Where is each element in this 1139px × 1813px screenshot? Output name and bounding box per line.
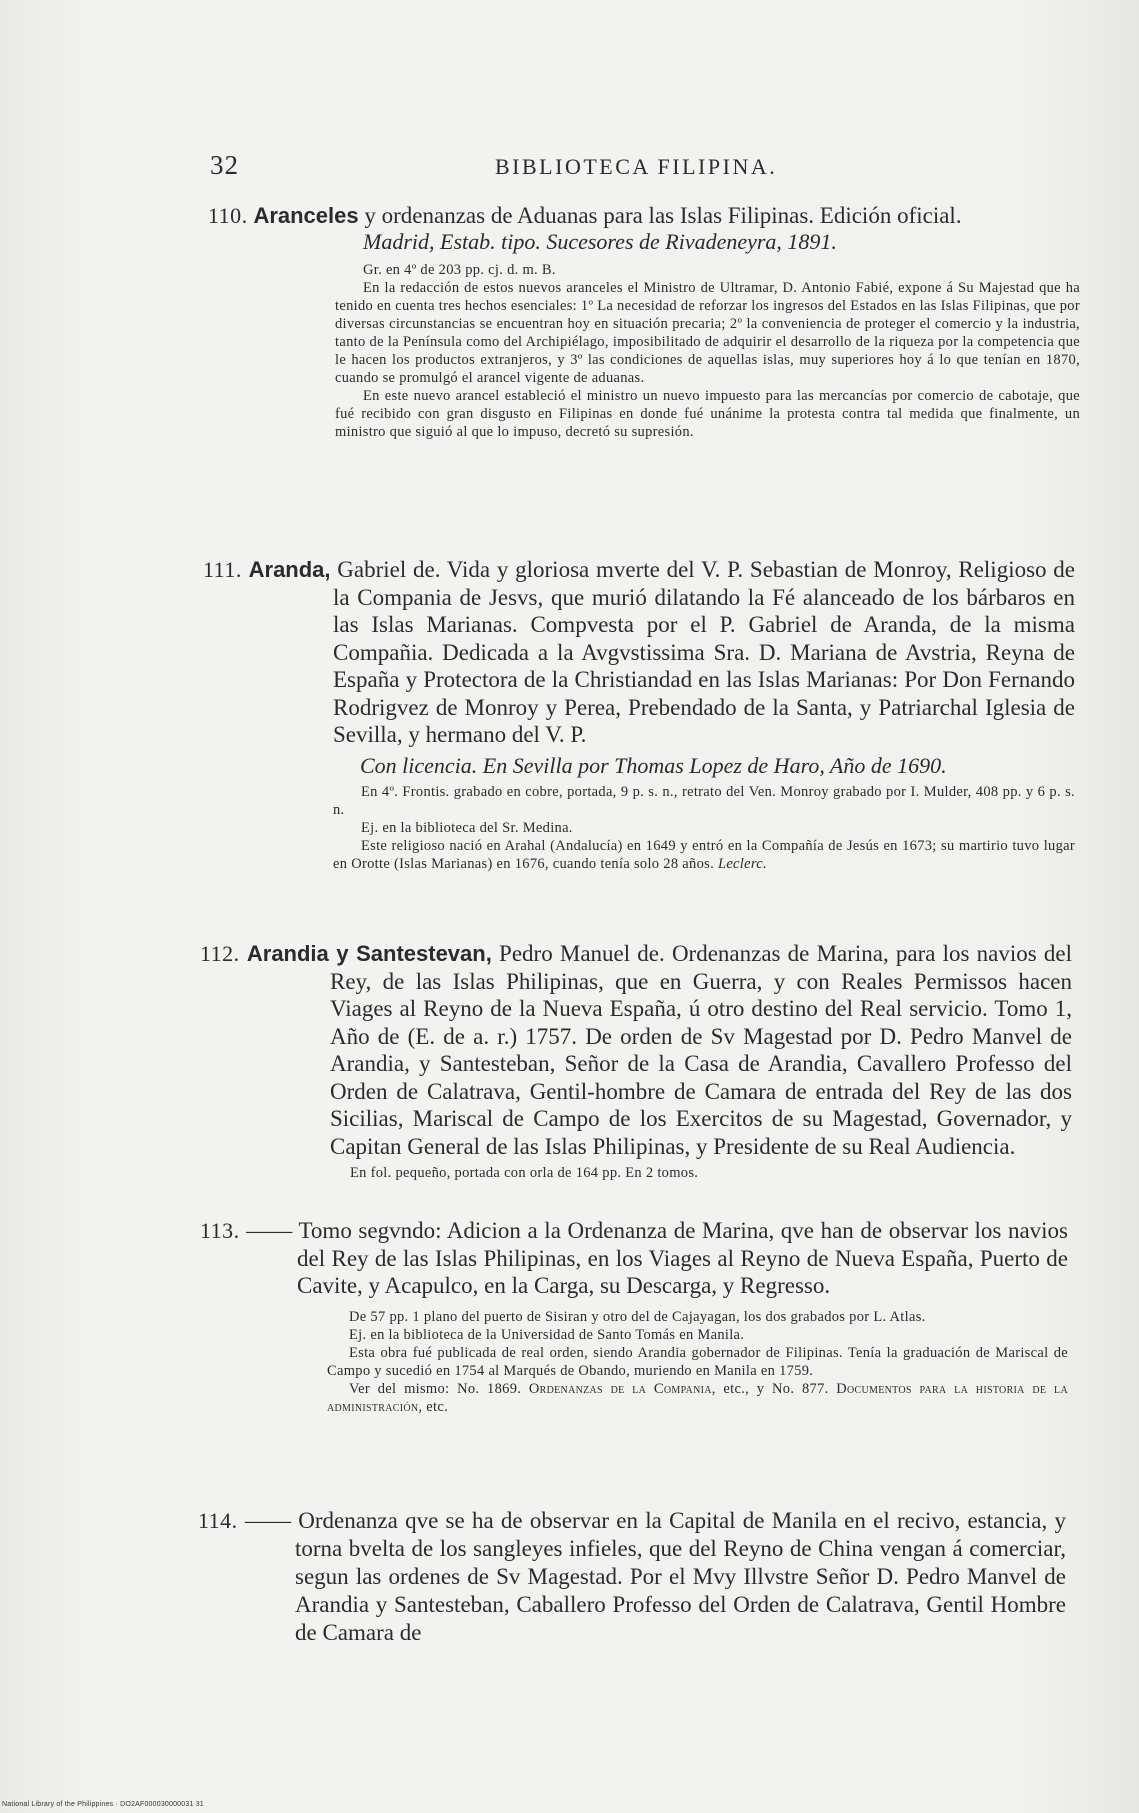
entry-title: Gabriel de. Vida y gloriosa mverte del V. P. Sebastian de Monroy, Religioso de la Compania de Jesvs, que murió dilatando la Fé alanceado de los bárbaros en las Islas Marianas. Compvesta por el P. Gabriel de Aranda, de la misma Compañia. Dedicada a la Avgvstissima Sra. D. Mariana de Avstria, Reyna de España y Protectora de la Christiandad en las Islas Marianas: Por Don Fernando Rodrigvez de Monroy y Perea, Prebendado de la Santa, y Patriarchal Iglesia de Sevilla, y hermano del V. P. bbox=[333, 557, 1075, 747]
entry-110 bbox=[208, 203, 1080, 441]
entry-110-heading bbox=[208, 203, 1080, 229]
see-also-note bbox=[327, 1380, 1068, 1416]
entry-note: Gr. en 4º de 203 pp. cj. d. m. B. bbox=[363, 262, 556, 278]
entry-note-text: Este religioso nació en Arahal (Andalucía) en 1649 y entró en la Compañía de Jesús en 1673; su martirio tuvo lugar en Orotte (Islas Marianas) en 1676, cuando tenía solo 28 años. bbox=[333, 837, 1075, 872]
entry-imprint: Con licencia. En Sevilla por Thomas Lopez de Haro, Año de 1690. bbox=[360, 752, 947, 778]
entry-note: En la redacción de estos nuevos aranceles el Ministro de Ultramar, D. Antonio Fabié, expone á Su Majestad que ha tenido en cuenta tres hechos esenciales: 1º La necesidad de reforzar los ingresos del Estados en las Islas Filipinas, que por diversas circunstancias se encuentran hoy en situación precaria; 2º la conveniencia de proteger el comercio y la industria, tanto de la Península como del Archipiélago, imposibilitado de adquirir el desarrollo de la riqueza por la competencia que le hacen los productos extranjeros, y 3º las condiciones de aquellas islas, muy superiores hoy á lo que tenían en 1870, cuando se promulgó el arancel vigente de aduanas. bbox=[335, 280, 1080, 386]
entry-dash: —— bbox=[246, 1218, 293, 1243]
entry-114 bbox=[198, 1507, 1066, 1647]
entry-113-heading bbox=[200, 1217, 1068, 1300]
entry-imprint: Madrid, Estab. tipo. Sucesores de Rivadeneyra, 1891. bbox=[363, 229, 837, 254]
page-number: 32 bbox=[210, 150, 239, 180]
entry-112 bbox=[200, 940, 1072, 1182]
entry-note: En 4º. Frontis. grabado en cobre, portada, 9 p. s. n., retrato del Ven. Monroy grabado por I. Mulder, 408 pp. y 6 p. s. n. bbox=[333, 783, 1075, 818]
entry-number: 112. bbox=[200, 941, 240, 966]
entry-number: 110. bbox=[208, 203, 248, 228]
entry-dash: —— bbox=[244, 1508, 291, 1533]
entry-note: De 57 pp. 1 plano del puerto de Sisiran y otro del de Cajayagan, los dos grabados por L. Atlas. bbox=[349, 1308, 926, 1325]
entry-note bbox=[333, 837, 1075, 873]
entry-111-heading bbox=[203, 556, 1075, 749]
scan-credit: National Library of the Philippines · DO2AF000030000031 31 bbox=[2, 1801, 204, 1808]
see-also-mid: , etc., y No. 877. bbox=[711, 1380, 829, 1397]
entry-title: Ordenanza qve se ha de observar en la Capital de Manila en el recivo, estancia, y torna bvelta de los sangleyes infieles, que del Reyno de China vengan á comerciar, segun las ordenes de Sv Magestad. Por el Mvy Illvstre Señor D. Pedro Manvel de Arandia y Santesteban, Caballero Professo del Orden de Calatrava, Gentil Hombre de Camara de bbox=[295, 1508, 1067, 1645]
see-also-title-1: Ordenanzas de la Compania bbox=[528, 1380, 712, 1397]
entry-title: Pedro Manuel de. Ordenanzas de Marina, para los navios del Rey, de las Islas Philipinas, que en Guerra, y con Reales Permissos hacen Viages al Reyno de la Nueva España, ú otro destino del Real servicio. Tomo 1, Año de (E. de a. r.) 1757. De orden de Sv Magestad por D. Pedro Manvel de Arandia, y Santesteban, Señor de la Casa de Arandia, Cavallero Professo del Orden de Calatrava, Gentil-hombre de Camara de entrada del Rey de las dos Sicilias, Mariscal de Campo de los Exercitos de su Magestad, Governador, y Capitan General de las Islas Philipinas, y Presidente de su Real Audiencia. bbox=[330, 941, 1073, 1159]
entry-title: Tomo segvndo: Adicion a la Ordenanza de Marina, qve han de observar los navios del Rey de las Islas Philipinas, en los Viages al Reyno de Nueva España, Puerto de Cavite, y Acapulco, en la Carga, su Descarga, y Regresso. bbox=[297, 1218, 1068, 1298]
entry-title: y ordenanzas de Aduanas para las Islas Filipinas. Edición oficial. bbox=[364, 203, 962, 228]
running-title: BIBLIOTECA FILIPINA. bbox=[495, 154, 778, 179]
entry-note: En fol. pequeño, portada con orla de 164 pp. En 2 tomos. bbox=[350, 1165, 699, 1181]
entry-author: Aranceles bbox=[253, 203, 359, 228]
entry-112-heading bbox=[200, 940, 1072, 1160]
see-also-prefix: Ver del mismo: No. 1869. bbox=[349, 1380, 522, 1397]
see-also-title-2: Documentos para la historia de la administración bbox=[327, 1380, 1068, 1415]
entry-111 bbox=[203, 556, 1075, 873]
entry-number: 113. bbox=[200, 1218, 240, 1243]
entry-number: 111. bbox=[203, 557, 242, 582]
entry-note: En este nuevo arancel estableció el ministro un nuevo impuesto para las mercancías por comercio de cabotaje, que fué recibido con gran disgusto en Filipinas en donde fué unánime la protesta contra tal medida que finalmente, un ministro que siguió al que lo impuso, decretó su supresión. bbox=[335, 388, 1080, 440]
note-signature: Leclerc. bbox=[717, 855, 767, 872]
entry-number: 114. bbox=[198, 1508, 238, 1533]
entry-note: Ej. en la biblioteca de la Universidad de Santo Tomás en Manila. bbox=[349, 1326, 745, 1343]
entry-author: Aranda, bbox=[248, 557, 331, 582]
entry-113 bbox=[200, 1217, 1068, 1416]
see-also-suffix: , etc. bbox=[418, 1398, 448, 1415]
entry-note: Esta obra fué publicada de real orden, siendo Arandia gobernador de Filipinas. Tenía la graduación de Mariscal de Campo y sucedió en 1754 al Marqués de Obando, muriendo en Manila en 1759. bbox=[327, 1344, 1068, 1379]
entry-114-heading bbox=[198, 1507, 1066, 1647]
entry-note: Ej. en la biblioteca del Sr. Medina. bbox=[361, 819, 573, 836]
entry-author: Arandia y Santestevan, bbox=[246, 941, 492, 966]
